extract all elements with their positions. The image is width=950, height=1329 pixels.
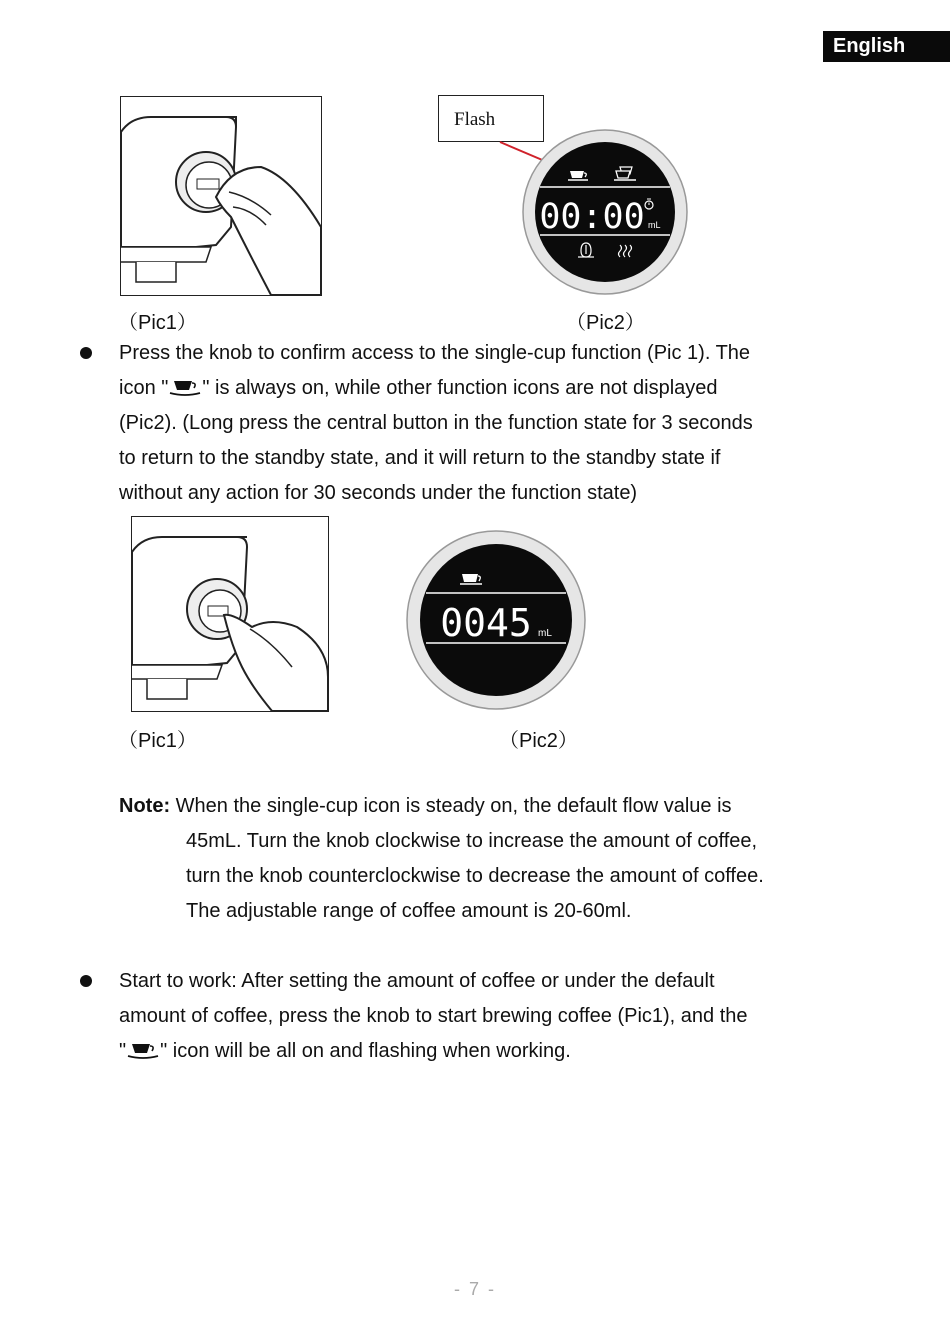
pic1-knob-illustration-top xyxy=(120,96,322,296)
note-line-1: Note: When the single-cup icon is steady on, the default flow value is xyxy=(119,795,732,817)
bullet-2-line-3: " " icon will be all on and flashing when working. xyxy=(119,1040,571,1062)
note-label: Note: xyxy=(119,795,171,817)
flash-label-box: Flash xyxy=(438,95,544,142)
single-cup-inline-icon xyxy=(168,379,202,397)
svg-text:0045: 0045 xyxy=(440,601,532,645)
note-line-3: turn the knob counterclockwise to decrease the amount of coffee. xyxy=(186,865,764,887)
bullet-dot-2 xyxy=(80,975,92,987)
bullet-1-line-2: icon " " is always on, while other function icons are not displayed xyxy=(119,377,718,399)
svg-text:mL: mL xyxy=(538,628,552,639)
bullet-1-line-3: (Pic2). (Long press the central button in the function state for 3 seconds xyxy=(119,412,753,434)
bullet-2-line-2: amount of coffee, press the knob to start brewing coffee (Pic1), and the xyxy=(119,1005,748,1027)
note-line-2: 45mL. Turn the knob clockwise to increase the amount of coffee, xyxy=(186,830,758,852)
svg-text:00:00: 00:00 xyxy=(539,197,645,237)
language-tab: English xyxy=(823,31,950,62)
bullet-1-line-4: to return to the standby state, and it will return to the standby state if xyxy=(119,447,721,469)
caption-pic1-mid: （Pic1） xyxy=(118,730,197,752)
note-line-4: The adjustable range of coffee amount is 20-60ml. xyxy=(186,900,632,922)
caption-pic1-top: （Pic1） xyxy=(118,312,197,334)
single-cup-inline-icon-2 xyxy=(126,1042,160,1060)
bullet-1-line-1: Press the knob to confirm access to the single-cup function (Pic 1). The xyxy=(119,342,751,364)
svg-text:mL: mL xyxy=(648,220,661,230)
bullet-dot-1 xyxy=(80,347,92,359)
bullet-2-text xyxy=(119,964,748,1069)
caption-pic2-top: （Pic2） xyxy=(566,312,645,334)
display-panel-pic2-top xyxy=(522,129,688,295)
display-panel-pic2-mid xyxy=(406,530,586,710)
note-block xyxy=(119,789,764,929)
bullet-2-line-1: Start to work: After setting the amount of coffee or under the default xyxy=(119,970,715,992)
caption-pic2-mid: （Pic2） xyxy=(499,730,578,752)
bullet-1-line-5: without any action for 30 seconds under the function state) xyxy=(119,482,638,504)
pic1-knob-illustration-mid xyxy=(131,516,329,712)
bullet-1-text xyxy=(119,336,753,511)
page-number: - 7 - xyxy=(453,1279,496,1299)
